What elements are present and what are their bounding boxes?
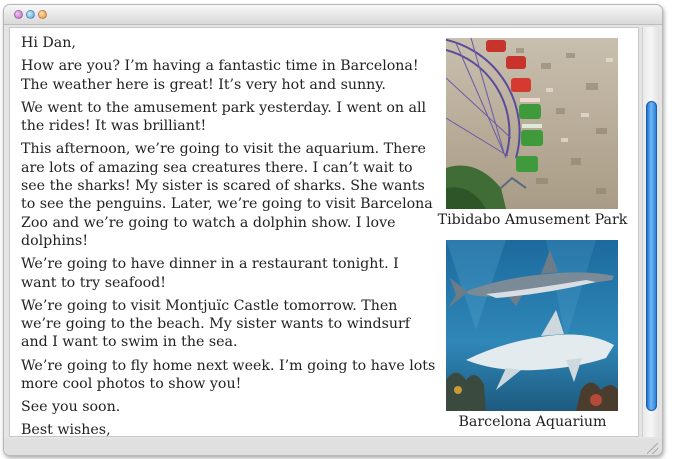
app-window xyxy=(3,4,663,456)
letter-paragraph: See you soon. xyxy=(21,399,121,416)
close-window-button[interactable] xyxy=(14,10,23,19)
photo-caption: Barcelona Aquarium xyxy=(458,414,607,430)
resize-grip-icon[interactable] xyxy=(647,443,658,454)
letter-paragraph: We’re going to visit Montjuïc Castle tomorrow. Then we’re going to the beach. My sister wants to windsurf and I want to swim in the sea. xyxy=(21,297,411,351)
minimize-window-button[interactable] xyxy=(26,10,35,19)
ferris-wheel-photo xyxy=(446,38,618,209)
letter-paragraph: We went to the amusement park yesterday. I went on all the rides! It was brilliant! xyxy=(21,99,427,135)
letter-paragraph: We’re going to fly home next week. I’m going to have lots more cool photos to show you! xyxy=(21,357,436,393)
letter-paragraph: How are you? I’m having a fantastic time in Barcelona! The weather here is great! It’s very hot and sunny. xyxy=(21,58,419,93)
zoom-window-button[interactable] xyxy=(38,10,47,19)
scrollbar-thumb[interactable] xyxy=(646,101,657,411)
document-content xyxy=(9,27,639,437)
letter-paragraph: We’re going to have dinner in a restaurant tonight. I want to try seafood! xyxy=(21,256,399,291)
status-bar xyxy=(4,439,662,456)
letter-signoff: Best wishes, xyxy=(21,421,111,438)
vertical-scrollbar[interactable] xyxy=(642,27,659,437)
title-bar[interactable] xyxy=(4,5,662,25)
shark-photo xyxy=(446,240,618,411)
letter-greeting: Hi Dan, xyxy=(21,35,76,51)
letter-body xyxy=(21,34,436,456)
photo-caption: Tibidabo Amusement Park xyxy=(437,212,628,228)
letter-paragraph: This afternoon, we’re going to visit the aquarium. There are lots of amazing sea creatures there. I can’t wait to see the sharks! My sister is scared of sharks. She wants to see the penguins. Later, we’re going to visit Barcelona Zoo and we’re going to watch a dolphin show. I love dolphins! xyxy=(21,141,433,249)
